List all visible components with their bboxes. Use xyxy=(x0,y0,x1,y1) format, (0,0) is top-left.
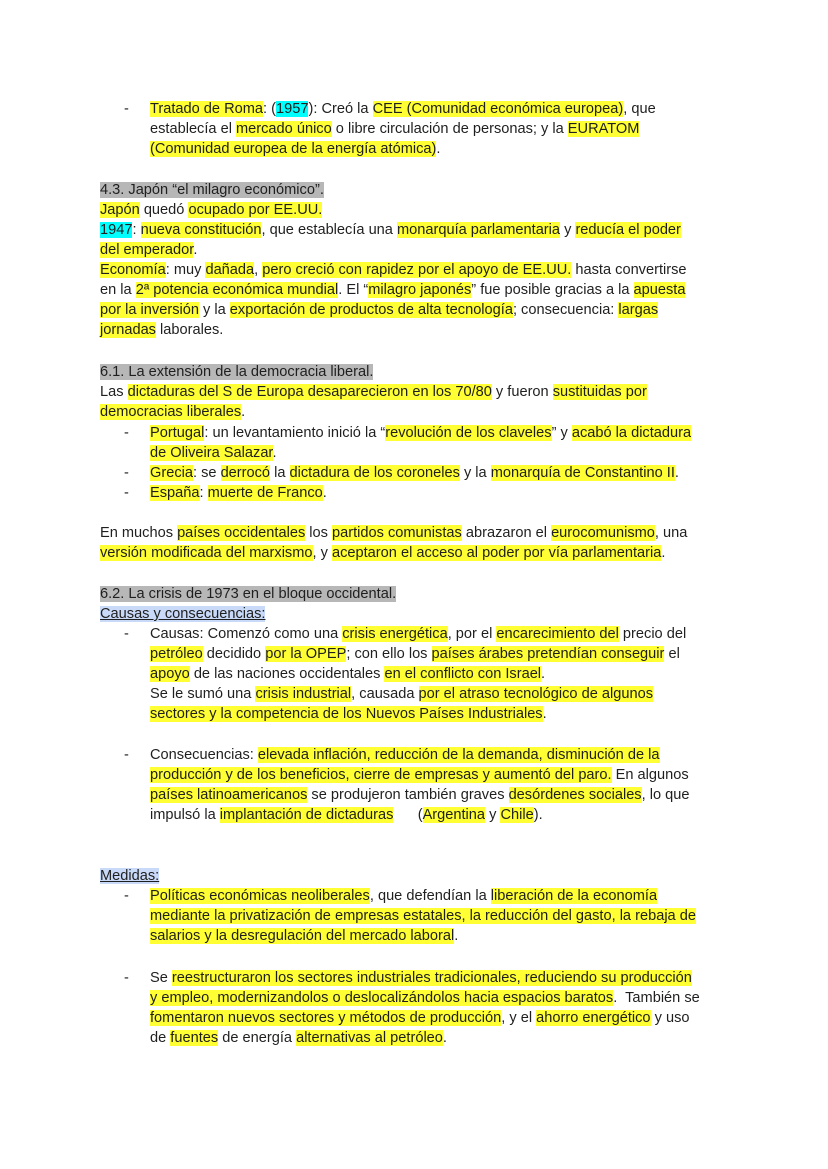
subheading-text: Medidas: xyxy=(100,868,160,884)
reestructuracion-line-4 xyxy=(150,1028,447,1048)
text: , lo que xyxy=(641,787,690,803)
text: Se le sumó una xyxy=(150,686,256,702)
text: de xyxy=(150,1030,171,1046)
japon-line-6 xyxy=(100,300,658,320)
japon-line-5 xyxy=(100,280,685,300)
text: , por el xyxy=(447,626,497,642)
hl-text: por la inversión xyxy=(100,302,199,318)
consecuencias-line-1 xyxy=(150,745,660,765)
hl-text: Argentina xyxy=(422,807,486,823)
hl-text: crisis energética xyxy=(342,626,448,642)
hl-text: ocupado por EE.UU. xyxy=(188,202,323,218)
hl-text: de Oliveira Salazar xyxy=(150,445,273,461)
hl-text: desórdenes sociales xyxy=(508,787,642,803)
text: ; con ello los xyxy=(346,646,432,662)
text: . xyxy=(542,706,547,722)
text: o libre circulación de personas; y la xyxy=(331,121,568,137)
hl-text: petróleo xyxy=(150,646,203,662)
hl-text: versión modificada del marxismo xyxy=(100,545,313,561)
hl-text: liberación de la economía xyxy=(490,888,658,904)
text: , causada xyxy=(351,686,419,702)
text: : xyxy=(132,222,141,238)
text: los xyxy=(305,525,333,541)
text: , que defendían la xyxy=(369,888,491,904)
text: y la xyxy=(198,302,230,318)
hl-text: (Comunidad europea de la energía atómica) xyxy=(150,141,437,157)
text: ): Creó la xyxy=(308,101,373,117)
hl-text: monarquía parlamentaria xyxy=(396,222,561,238)
bullet-dash: - xyxy=(124,485,129,501)
text: y fueron xyxy=(491,384,553,400)
democracia-line-1 xyxy=(100,382,647,402)
consecuencias-line-2 xyxy=(150,765,689,785)
causas-line-2 xyxy=(150,644,680,664)
hl-text: acabó la dictadura xyxy=(571,425,692,441)
heading-text: 4.3. Japón “el milagro económico”. xyxy=(100,182,324,198)
hl-text: elevada inflación, reducción de la demanda, disminución de la xyxy=(257,747,660,763)
text: establecía el xyxy=(150,121,236,137)
text: la xyxy=(270,465,290,481)
causas-line-3 xyxy=(150,664,545,684)
hl-text: ahorro energético xyxy=(536,1010,651,1026)
hl-text: crisis industrial xyxy=(255,686,352,702)
hl-text: sectores y la competencia de los Nuevos Países Industriales xyxy=(150,706,543,722)
consecuencias-line-3 xyxy=(150,785,689,805)
text: : se xyxy=(192,465,221,481)
text: : xyxy=(199,485,208,501)
eurocomunismo-line-1 xyxy=(100,523,687,543)
text: , una xyxy=(654,525,688,541)
subheading-text: Causas y consecuencias: xyxy=(100,606,266,622)
democracia-line-2 xyxy=(100,402,245,422)
hl-text: implantación de dictaduras xyxy=(219,807,394,823)
hl-text: España xyxy=(150,485,200,501)
hl-text: Economía xyxy=(100,262,166,278)
portugal-line-2 xyxy=(150,443,277,463)
hl-text: Japón xyxy=(100,202,140,218)
text: impulsó la xyxy=(150,807,220,823)
text: Causas: Comenzó como una xyxy=(150,626,343,642)
text: : ( xyxy=(263,101,277,117)
text: , y el xyxy=(501,1010,537,1026)
causas-line-4 xyxy=(150,684,653,704)
text: hasta convertirse xyxy=(571,262,687,278)
hl-text: exportación de productos de alta tecnología xyxy=(229,302,513,318)
text: . xyxy=(322,485,327,501)
portugal-line-1 xyxy=(150,423,691,443)
hl-cyan-text: 1947 xyxy=(100,222,133,238)
consecuencias-line-4 xyxy=(150,805,543,825)
text: En algunos xyxy=(611,767,689,783)
hl-text: partidos comunistas xyxy=(332,525,462,541)
hl-text: mediante la privatización de empresas estatales, la reducción del gasto, la rebaja de xyxy=(150,908,696,924)
text: de energía xyxy=(218,1030,297,1046)
hl-text: Chile xyxy=(500,807,534,823)
text: . xyxy=(272,445,277,461)
hl-text: CEE (Comunidad económica europea) xyxy=(372,101,624,117)
bullet-dash: - xyxy=(124,626,129,642)
text: . xyxy=(241,404,246,420)
text: , que establecía una xyxy=(261,222,397,238)
text: ( xyxy=(393,807,423,823)
japon-line-4 xyxy=(100,260,687,280)
hl-text: milagro japonés xyxy=(368,282,472,298)
japon-line-3 xyxy=(100,240,197,260)
hl-text: apoyo xyxy=(150,666,190,682)
text: , y xyxy=(312,545,332,561)
hl-text: reducía el poder xyxy=(575,222,681,238)
bullet-dash: - xyxy=(124,747,129,763)
espana-line xyxy=(150,483,327,503)
hl-text: pero creció con rapidez por el apoyo de EE.UU. xyxy=(262,262,572,278)
hl-text: monarquía de Constantino II xyxy=(490,465,675,481)
text: . xyxy=(541,666,546,682)
text: ). xyxy=(533,807,543,823)
hl-text: en el conflicto con Israel xyxy=(384,666,542,682)
roma-line-2 xyxy=(150,119,639,139)
text: quedó xyxy=(139,202,189,218)
text: : un levantamiento inició la “ xyxy=(204,425,386,441)
hl-text: países árabes pretendían conseguir xyxy=(431,646,665,662)
hl-text: sustituidas por xyxy=(552,384,647,400)
text: En muchos xyxy=(100,525,178,541)
text: y xyxy=(485,807,501,823)
hl-text: mercado único xyxy=(236,121,332,137)
hl-text: Grecia xyxy=(150,465,193,481)
text: ” fue posible gracias a la xyxy=(471,282,634,298)
reestructuracion-line-1 xyxy=(150,968,692,988)
hl-text: encarecimiento del xyxy=(496,626,619,642)
bullet-dash: - xyxy=(124,101,129,117)
eurocomunismo-line-2 xyxy=(100,543,665,563)
heading-text: 6.2. La crisis de 1973 en el bloque occidental. xyxy=(100,586,397,602)
hl-text: apuesta xyxy=(633,282,686,298)
hl-text: salarios y la desregulación del mercado laboral xyxy=(150,928,455,944)
bullet-dash: - xyxy=(124,970,129,986)
text: el xyxy=(664,646,680,662)
grecia-line xyxy=(150,463,679,483)
text: ; consecuencia: xyxy=(512,302,619,318)
hl-text: países occidentales xyxy=(177,525,306,541)
text: . xyxy=(193,242,198,258)
roma-line-1 xyxy=(150,99,656,119)
text: se produjeron también graves xyxy=(307,787,509,803)
text: de las naciones occidentales xyxy=(189,666,385,682)
hl-text: jornadas xyxy=(100,322,156,338)
hl-text: fuentes xyxy=(170,1030,219,1046)
hl-cyan-text: 1957 xyxy=(276,101,309,117)
text: y la xyxy=(459,465,491,481)
hl-text: reestructuraron los sectores industriales tradicionales, reduciendo su producción xyxy=(171,970,692,986)
text: Consecuencias: xyxy=(150,747,258,763)
hl-text: 2ª potencia económica mundial xyxy=(135,282,339,298)
hl-text: y empleo, modernizandolos o deslocalizándolos hacia espacios baratos xyxy=(150,990,614,1006)
hl-text: EURATOM xyxy=(567,121,640,137)
bullet-dash: - xyxy=(124,465,129,481)
hl-text: muerte de Franco xyxy=(207,485,323,501)
section-heading-democracia xyxy=(100,362,373,382)
hl-text: Políticas económicas neoliberales xyxy=(150,888,370,904)
causas-line-1 xyxy=(150,624,686,644)
hl-text: producción y de los beneficios, cierre de empresas y aumentó del paro. xyxy=(150,767,612,783)
text: , xyxy=(254,262,263,278)
text: Se xyxy=(150,970,172,986)
hl-text: nueva constitución xyxy=(140,222,262,238)
text: . xyxy=(454,928,459,944)
text: . También se xyxy=(613,990,700,1006)
hl-text: aceptaron el acceso al poder por vía parlamentaria xyxy=(331,545,662,561)
text: . xyxy=(436,141,441,157)
text: laborales. xyxy=(155,322,224,338)
hl-text: por la OPEP xyxy=(265,646,347,662)
hl-text: eurocomunismo xyxy=(551,525,655,541)
hl-text: Tratado de Roma xyxy=(150,101,264,117)
text: . xyxy=(674,465,679,481)
causas-line-5 xyxy=(150,704,547,724)
text: abrazaron el xyxy=(461,525,552,541)
text: . El “ xyxy=(338,282,369,298)
causas-label xyxy=(100,604,265,624)
hl-text: Portugal xyxy=(150,425,205,441)
heading-text: 6.1. La extensión de la democracia liberal. xyxy=(100,364,374,380)
hl-text: dictaduras del S de Europa desaparecieron en los 70/80 xyxy=(127,384,492,400)
medidas-line-3 xyxy=(150,926,458,946)
japon-line-2 xyxy=(100,220,681,240)
section-heading-crisis xyxy=(100,584,396,604)
bullet-dash: - xyxy=(124,888,129,904)
hl-text: del emperador xyxy=(100,242,194,258)
bullet-dash: - xyxy=(124,425,129,441)
text: : muy xyxy=(165,262,206,278)
text: , que xyxy=(623,101,656,117)
text: y uso xyxy=(650,1010,690,1026)
hl-text: fomentaron nuevos sectores y métodos de producción xyxy=(150,1010,502,1026)
text: . xyxy=(442,1030,447,1046)
hl-text: por el atraso tecnológico de algunos xyxy=(418,686,653,702)
text: precio del xyxy=(618,626,687,642)
text: Las xyxy=(100,384,128,400)
text: . xyxy=(661,545,666,561)
hl-text: revolución de los claveles xyxy=(385,425,552,441)
japon-line-1 xyxy=(100,200,322,220)
hl-text: alternativas al petróleo xyxy=(296,1030,443,1046)
roma-line-3 xyxy=(150,139,440,159)
reestructuracion-line-2 xyxy=(150,988,700,1008)
section-heading-japon xyxy=(100,180,324,200)
text: ” y xyxy=(551,425,572,441)
medidas-line-1 xyxy=(150,886,657,906)
medidas-line-2 xyxy=(150,906,696,926)
medidas-label xyxy=(100,866,159,886)
reestructuracion-line-3 xyxy=(150,1008,689,1028)
hl-text: derrocó xyxy=(220,465,271,481)
hl-text: dañada xyxy=(205,262,255,278)
japon-line-7 xyxy=(100,320,223,340)
text: y xyxy=(560,222,576,238)
text: en la xyxy=(100,282,136,298)
text: decidido xyxy=(202,646,266,662)
hl-text: largas xyxy=(618,302,659,318)
hl-text: países latinoamericanos xyxy=(150,787,308,803)
hl-text: democracias liberales xyxy=(100,404,242,420)
hl-text: dictadura de los coroneles xyxy=(289,465,460,481)
